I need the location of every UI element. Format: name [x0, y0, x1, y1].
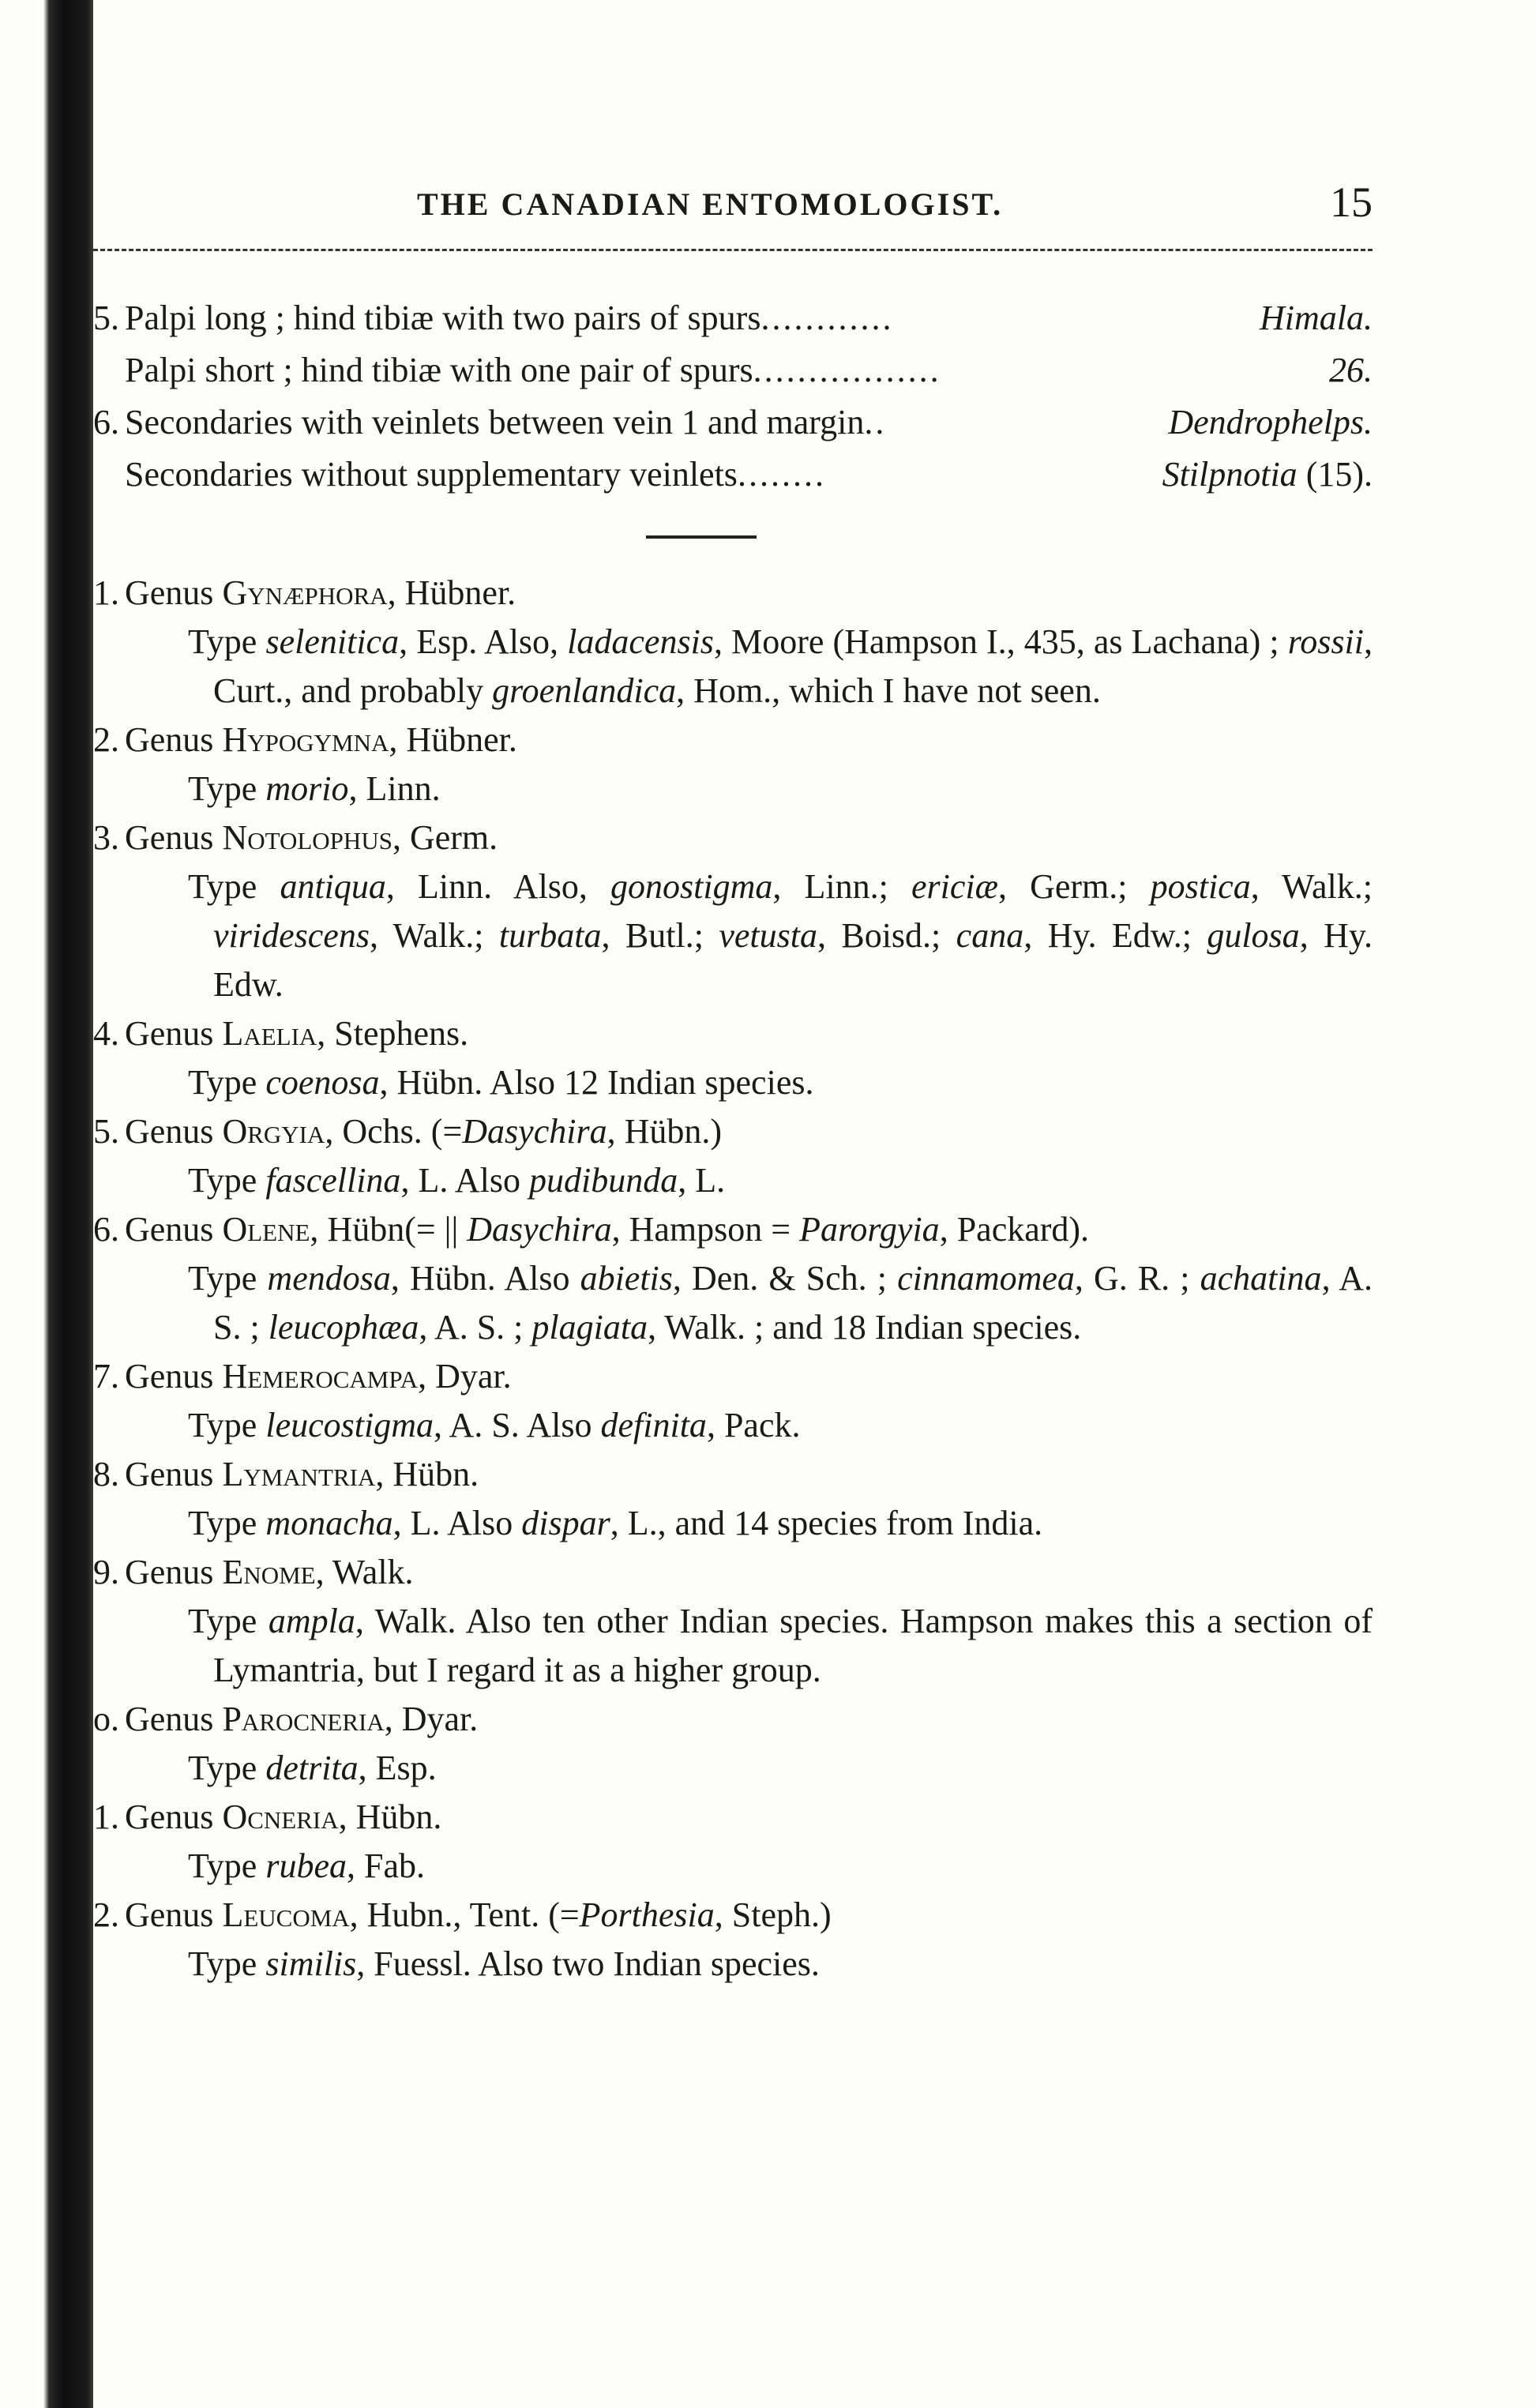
key-text: Palpi long ; hind tibiæ with two pairs of spurs — [125, 299, 761, 337]
genus-heading — [93, 716, 1373, 764]
synonym-name-2: Parorgyia — [799, 1210, 940, 1249]
genus-author: , Hübn. — [338, 1798, 442, 1836]
identification-key — [93, 292, 1373, 501]
text-run: , Butl.; — [601, 916, 719, 955]
species-name: similis — [265, 1944, 357, 1983]
genus-number: 5. — [93, 1112, 119, 1151]
species-name: dispar — [521, 1504, 610, 1542]
genus-author: , Dyar. — [418, 1357, 512, 1396]
key-leader-dots: ........ — [737, 455, 826, 494]
genus-number: o. — [93, 1700, 119, 1738]
genus-author: , Stephens. — [317, 1014, 469, 1053]
text-run: , A. S. ; — [419, 1308, 532, 1347]
key-number: 5. — [93, 299, 119, 337]
genus-author-end-2: , Packard). — [939, 1210, 1090, 1249]
genus-entry — [93, 1009, 1373, 1107]
species-name: coenosa — [265, 1063, 380, 1102]
genus-heading — [93, 1352, 1373, 1401]
genus-prefix: Genus — [125, 1357, 223, 1396]
type-species-text — [188, 618, 1373, 716]
species-name: ladacensis — [567, 622, 714, 661]
type-species-text — [188, 1254, 1373, 1352]
genus-author-end: , Hampson = — [611, 1210, 800, 1249]
text-run: Type — [188, 622, 266, 661]
genus-number: 2. — [93, 720, 119, 759]
genus-number: 7. — [93, 1357, 119, 1396]
text-run: , L., and 14 species from India. — [610, 1504, 1043, 1542]
genus-entry — [93, 1695, 1373, 1793]
section-divider — [646, 535, 757, 539]
genus-author: , Hübn(= || — [310, 1210, 468, 1249]
species-name: ericiæ — [911, 867, 998, 906]
text-run: , A. S. Also — [433, 1406, 601, 1444]
genus-prefix: Genus — [125, 1455, 223, 1493]
genus-name: Parocneria — [222, 1700, 385, 1738]
genus-name: Olene — [222, 1210, 310, 1249]
text-run: , Esp. — [358, 1749, 437, 1787]
genus-heading — [93, 1891, 1373, 1940]
type-species-text — [188, 1597, 1373, 1695]
genus-heading — [93, 1107, 1373, 1156]
genus-entry — [93, 569, 1373, 716]
genus-author-end: , Hübn.) — [607, 1112, 723, 1151]
species-name: gonostigma — [610, 867, 773, 906]
text-run: Type — [188, 867, 280, 906]
genus-heading — [93, 813, 1373, 862]
genus-entry — [93, 1548, 1373, 1695]
text-run: , Walk.; — [369, 916, 499, 955]
book-spine-shadow — [0, 0, 93, 2408]
text-run: Type — [188, 1063, 266, 1102]
genus-entry — [93, 1891, 1373, 1989]
genus-entry — [93, 1450, 1373, 1548]
genus-number: 1. — [93, 1798, 119, 1836]
species-name: leucophæa — [268, 1308, 419, 1347]
text-run: Type — [188, 1406, 266, 1444]
genus-author-end: , Steph.) — [714, 1895, 832, 1934]
genus-author: , Ochs. (= — [325, 1112, 463, 1151]
key-text: Secondaries without supplementary veinlets — [125, 455, 738, 494]
genus-heading — [93, 1793, 1373, 1842]
species-name: detrita — [265, 1749, 359, 1787]
genus-name: Enome — [222, 1553, 316, 1591]
text-run: , Boisd.; — [817, 916, 956, 955]
type-species-text — [188, 1156, 1373, 1205]
type-species-text — [188, 862, 1373, 1009]
genus-author: , Dyar. — [384, 1700, 479, 1738]
type-species-text — [188, 1940, 1373, 1989]
text-run: , Fuessl. Also two Indian species. — [356, 1944, 820, 1983]
type-species-text — [188, 1058, 1373, 1107]
genus-name: Hypogymna — [222, 720, 389, 759]
genus-name: Notolophus — [222, 818, 392, 857]
text-run: Type — [188, 1161, 266, 1200]
species-name: abietis — [580, 1259, 673, 1298]
text-run: Type — [188, 769, 266, 808]
key-result: Dendrophelps. — [1168, 403, 1373, 441]
text-run: Type — [188, 1944, 266, 1983]
text-run: Type — [188, 1259, 268, 1298]
text-run: , L. Also — [392, 1504, 522, 1542]
species-name: rossii — [1287, 622, 1364, 661]
genus-heading — [93, 569, 1373, 618]
genus-number: 2. — [93, 1895, 119, 1934]
species-name: pudibunda — [529, 1161, 678, 1200]
text-run: , Linn. — [348, 769, 441, 808]
species-name: ampla — [268, 1602, 355, 1640]
page-number: 15 — [1330, 178, 1373, 226]
type-species-text — [188, 1842, 1373, 1891]
genus-number: 8. — [93, 1455, 119, 1493]
key-line — [93, 292, 1373, 344]
key-text: Palpi short ; hind tibiæ with one pair of spurs — [125, 351, 753, 389]
text-run: , Moore (Hampson I., 435, as Lachana) ; — [713, 622, 1288, 661]
text-run: , Walk.; — [1250, 867, 1373, 906]
species-name: postica — [1150, 867, 1251, 906]
genus-heading — [93, 1205, 1373, 1254]
genus-name: Hemerocampa — [222, 1357, 419, 1396]
genus-heading — [93, 1548, 1373, 1597]
genus-prefix: Genus — [125, 818, 223, 857]
genus-prefix: Genus — [125, 1798, 223, 1836]
key-number: 6. — [93, 403, 119, 441]
running-head: THE CANADIAN ENTOMOLOGIST. — [417, 186, 1004, 222]
genus-author: , Germ. — [392, 818, 498, 857]
genus-entry — [93, 1352, 1373, 1450]
species-name: vetusta — [719, 916, 817, 955]
genus-heading — [93, 1009, 1373, 1058]
key-line — [93, 344, 1373, 396]
key-leader-dots: ............ — [760, 299, 894, 337]
key-result-suffix: (15). — [1297, 455, 1373, 494]
genus-name: Gynæphora — [222, 573, 388, 612]
genus-author: , Hübner. — [389, 720, 517, 759]
genus-prefix: Genus — [125, 1112, 223, 1151]
text-run: , Pack. — [706, 1406, 801, 1444]
genus-entry — [93, 716, 1373, 813]
genus-prefix: Genus — [125, 573, 223, 612]
genus-author: , Hübn. — [375, 1455, 479, 1493]
species-name: gulosa — [1207, 916, 1300, 955]
header-rule — [93, 249, 1373, 251]
text-run: , Hübn. Also 12 Indian species. — [379, 1063, 814, 1102]
species-name: monacha — [265, 1504, 393, 1542]
species-name: antiqua — [280, 867, 386, 906]
text-run: , Den. & Sch. ; — [672, 1259, 898, 1298]
genus-name: Orgyia — [222, 1112, 325, 1151]
text-run: , Hom., which I have not seen. — [676, 671, 1101, 710]
species-name: groenlandica — [492, 671, 677, 710]
genus-entry — [93, 813, 1373, 1009]
text-run: , Curt., and probably — [213, 622, 1373, 710]
text-run: , Walk. ; and 18 Indian species. — [648, 1308, 1082, 1347]
text-run: , Linn. Also, — [385, 867, 611, 906]
text-run: , Hy. Edw.; — [1023, 916, 1207, 955]
species-name: selenitica — [265, 622, 400, 661]
key-result: Himala. — [1260, 299, 1373, 337]
genus-prefix: Genus — [125, 1700, 223, 1738]
text-run: , Walk. Also ten other Indian species. Hampson makes this a section of Lymantria, but I regard it as a higher group. — [213, 1602, 1373, 1689]
species-name: definita — [600, 1406, 707, 1444]
text-run: Type — [188, 1602, 269, 1640]
species-name: cana — [956, 916, 1024, 955]
genus-prefix: Genus — [125, 1553, 223, 1591]
genera-list — [93, 569, 1373, 1989]
genus-name: Ocneria — [222, 1798, 339, 1836]
text-run: Type — [188, 1846, 266, 1885]
genus-prefix: Genus — [125, 720, 223, 759]
genus-number: 4. — [93, 1014, 119, 1053]
genus-heading — [93, 1695, 1373, 1744]
text-run: , Fab. — [347, 1846, 425, 1885]
type-species-text — [188, 1401, 1373, 1450]
genus-number: 6. — [93, 1210, 119, 1249]
key-line — [93, 449, 1373, 501]
key-line — [93, 396, 1373, 449]
synonym-name: Dasychira — [462, 1112, 607, 1151]
genus-name: Laelia — [222, 1014, 317, 1053]
text-run: , Hy. Edw. — [213, 916, 1373, 1004]
text-run: , G. R. ; — [1074, 1259, 1200, 1298]
species-name: achatina — [1200, 1259, 1322, 1298]
text-run: , Linn.; — [772, 867, 911, 906]
key-leader-dots: ................. — [753, 351, 941, 389]
genus-entry — [93, 1793, 1373, 1891]
text-run: , L. Also — [400, 1161, 530, 1200]
genus-author: , Walk. — [315, 1553, 414, 1591]
text-run: , Germ.; — [997, 867, 1151, 906]
genus-prefix: Genus — [125, 1895, 223, 1934]
page-header — [93, 178, 1373, 233]
species-name: rubea — [265, 1846, 347, 1885]
species-name: cinnamomea — [897, 1259, 1075, 1298]
text-run: Type — [188, 1504, 266, 1542]
synonym-name: Porthesia — [579, 1895, 715, 1934]
genus-entry — [93, 1205, 1373, 1352]
genus-number: 3. — [93, 818, 119, 857]
genus-number: 1. — [93, 573, 119, 612]
species-name: morio — [265, 769, 349, 808]
genus-author: , Hubn., Tent. (= — [349, 1895, 580, 1934]
species-name: plagiata — [531, 1308, 648, 1347]
genus-author: , Hübner. — [387, 573, 516, 612]
genus-entry — [93, 1107, 1373, 1205]
key-result: Stilpnotia (15). — [1162, 455, 1373, 494]
genus-prefix: Genus — [125, 1014, 223, 1053]
synonym-name: Dasychira — [467, 1210, 612, 1249]
type-species-text — [188, 1499, 1373, 1548]
type-species-text — [188, 1744, 1373, 1793]
species-name: mendosa — [267, 1259, 391, 1298]
genus-name: Lymantria — [222, 1455, 376, 1493]
genus-prefix: Genus — [125, 1210, 223, 1249]
key-leader-dots: .. — [864, 403, 887, 441]
species-name: viridescens — [213, 916, 370, 955]
text-run: , Esp. Also, — [399, 622, 568, 661]
key-result: 26. — [1329, 351, 1373, 389]
text-run: , A. S. ; — [213, 1259, 1373, 1347]
genus-heading — [93, 1450, 1373, 1499]
text-run: , L. — [678, 1161, 726, 1200]
text-run: Type — [188, 1749, 266, 1787]
genus-name: Leucoma — [222, 1895, 350, 1934]
page — [93, 0, 1436, 2408]
text-run: , Hübn. Also — [390, 1259, 580, 1298]
species-name: fascellina — [265, 1161, 401, 1200]
species-name: turbata — [498, 916, 602, 955]
genus-number: 9. — [93, 1553, 119, 1591]
species-name: leucostigma — [265, 1406, 434, 1444]
type-species-text — [188, 764, 1373, 813]
key-text: Secondaries with veinlets between vein 1 and margin — [125, 403, 865, 441]
